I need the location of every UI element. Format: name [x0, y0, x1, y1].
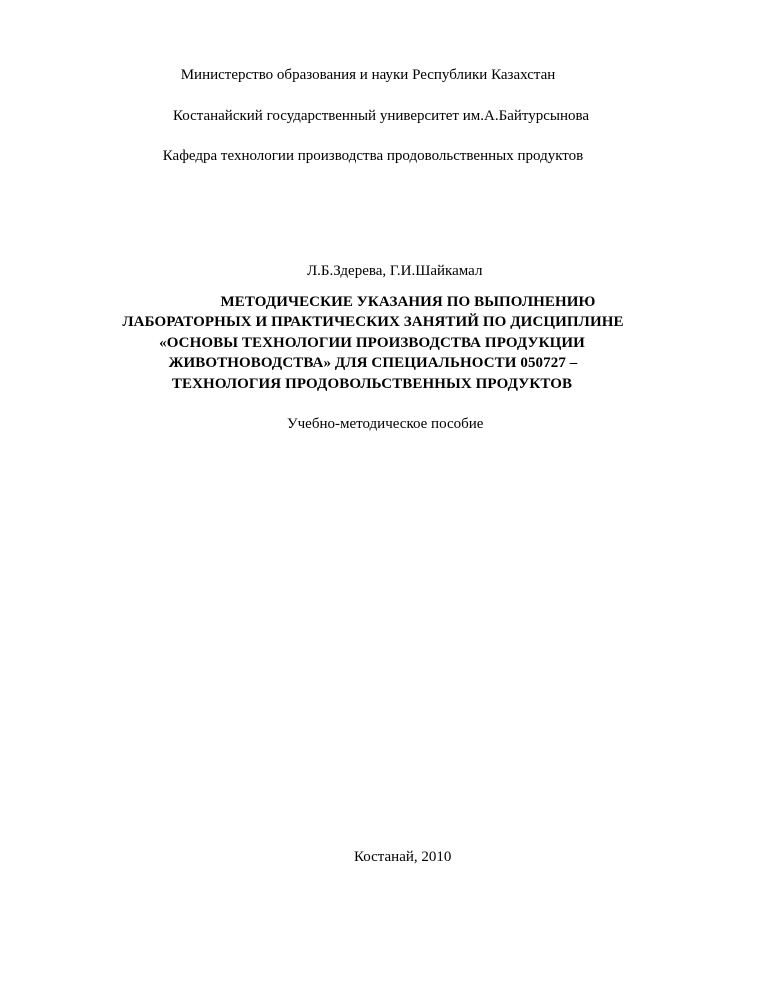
- department-name: Кафедра технологии производства продовольственных продуктов: [162, 148, 584, 164]
- title-line: ЖИВОТНОВОДСТВА» ДЛЯ СПЕЦИАЛЬНОСТИ 050727 –: [168, 355, 578, 371]
- title-line: МЕТОДИЧЕСКИЕ УКАЗАНИЯ ПО ВЫПОЛНЕНИЮ: [220, 294, 596, 310]
- university-name: Костанайский государственный университет им.А.Байтурсынова: [172, 108, 590, 124]
- place-and-year: Костанай, 2010: [354, 849, 452, 865]
- title-line: ТЕХНОЛОГИЯ ПРОДОВОЛЬСТВЕННЫХ ПРОДУКТОВ: [171, 376, 573, 392]
- title-line: ЛАБОРАТОРНЫХ И ПРАКТИЧЕСКИХ ЗАНЯТИЙ ПО ДИСЦИПЛИНЕ: [122, 314, 624, 330]
- authors: Л.Б.Здерева, Г.И.Шайкамал: [307, 263, 483, 279]
- ministry-name: Министерство образования и науки Республики Казахстан: [180, 67, 556, 83]
- title-line: «ОСНОВЫ ТЕХНОЛОГИИ ПРОИЗВОДСТВА ПРОДУКЦИИ: [159, 335, 585, 351]
- document-type: Учебно-методическое пособие: [287, 416, 484, 432]
